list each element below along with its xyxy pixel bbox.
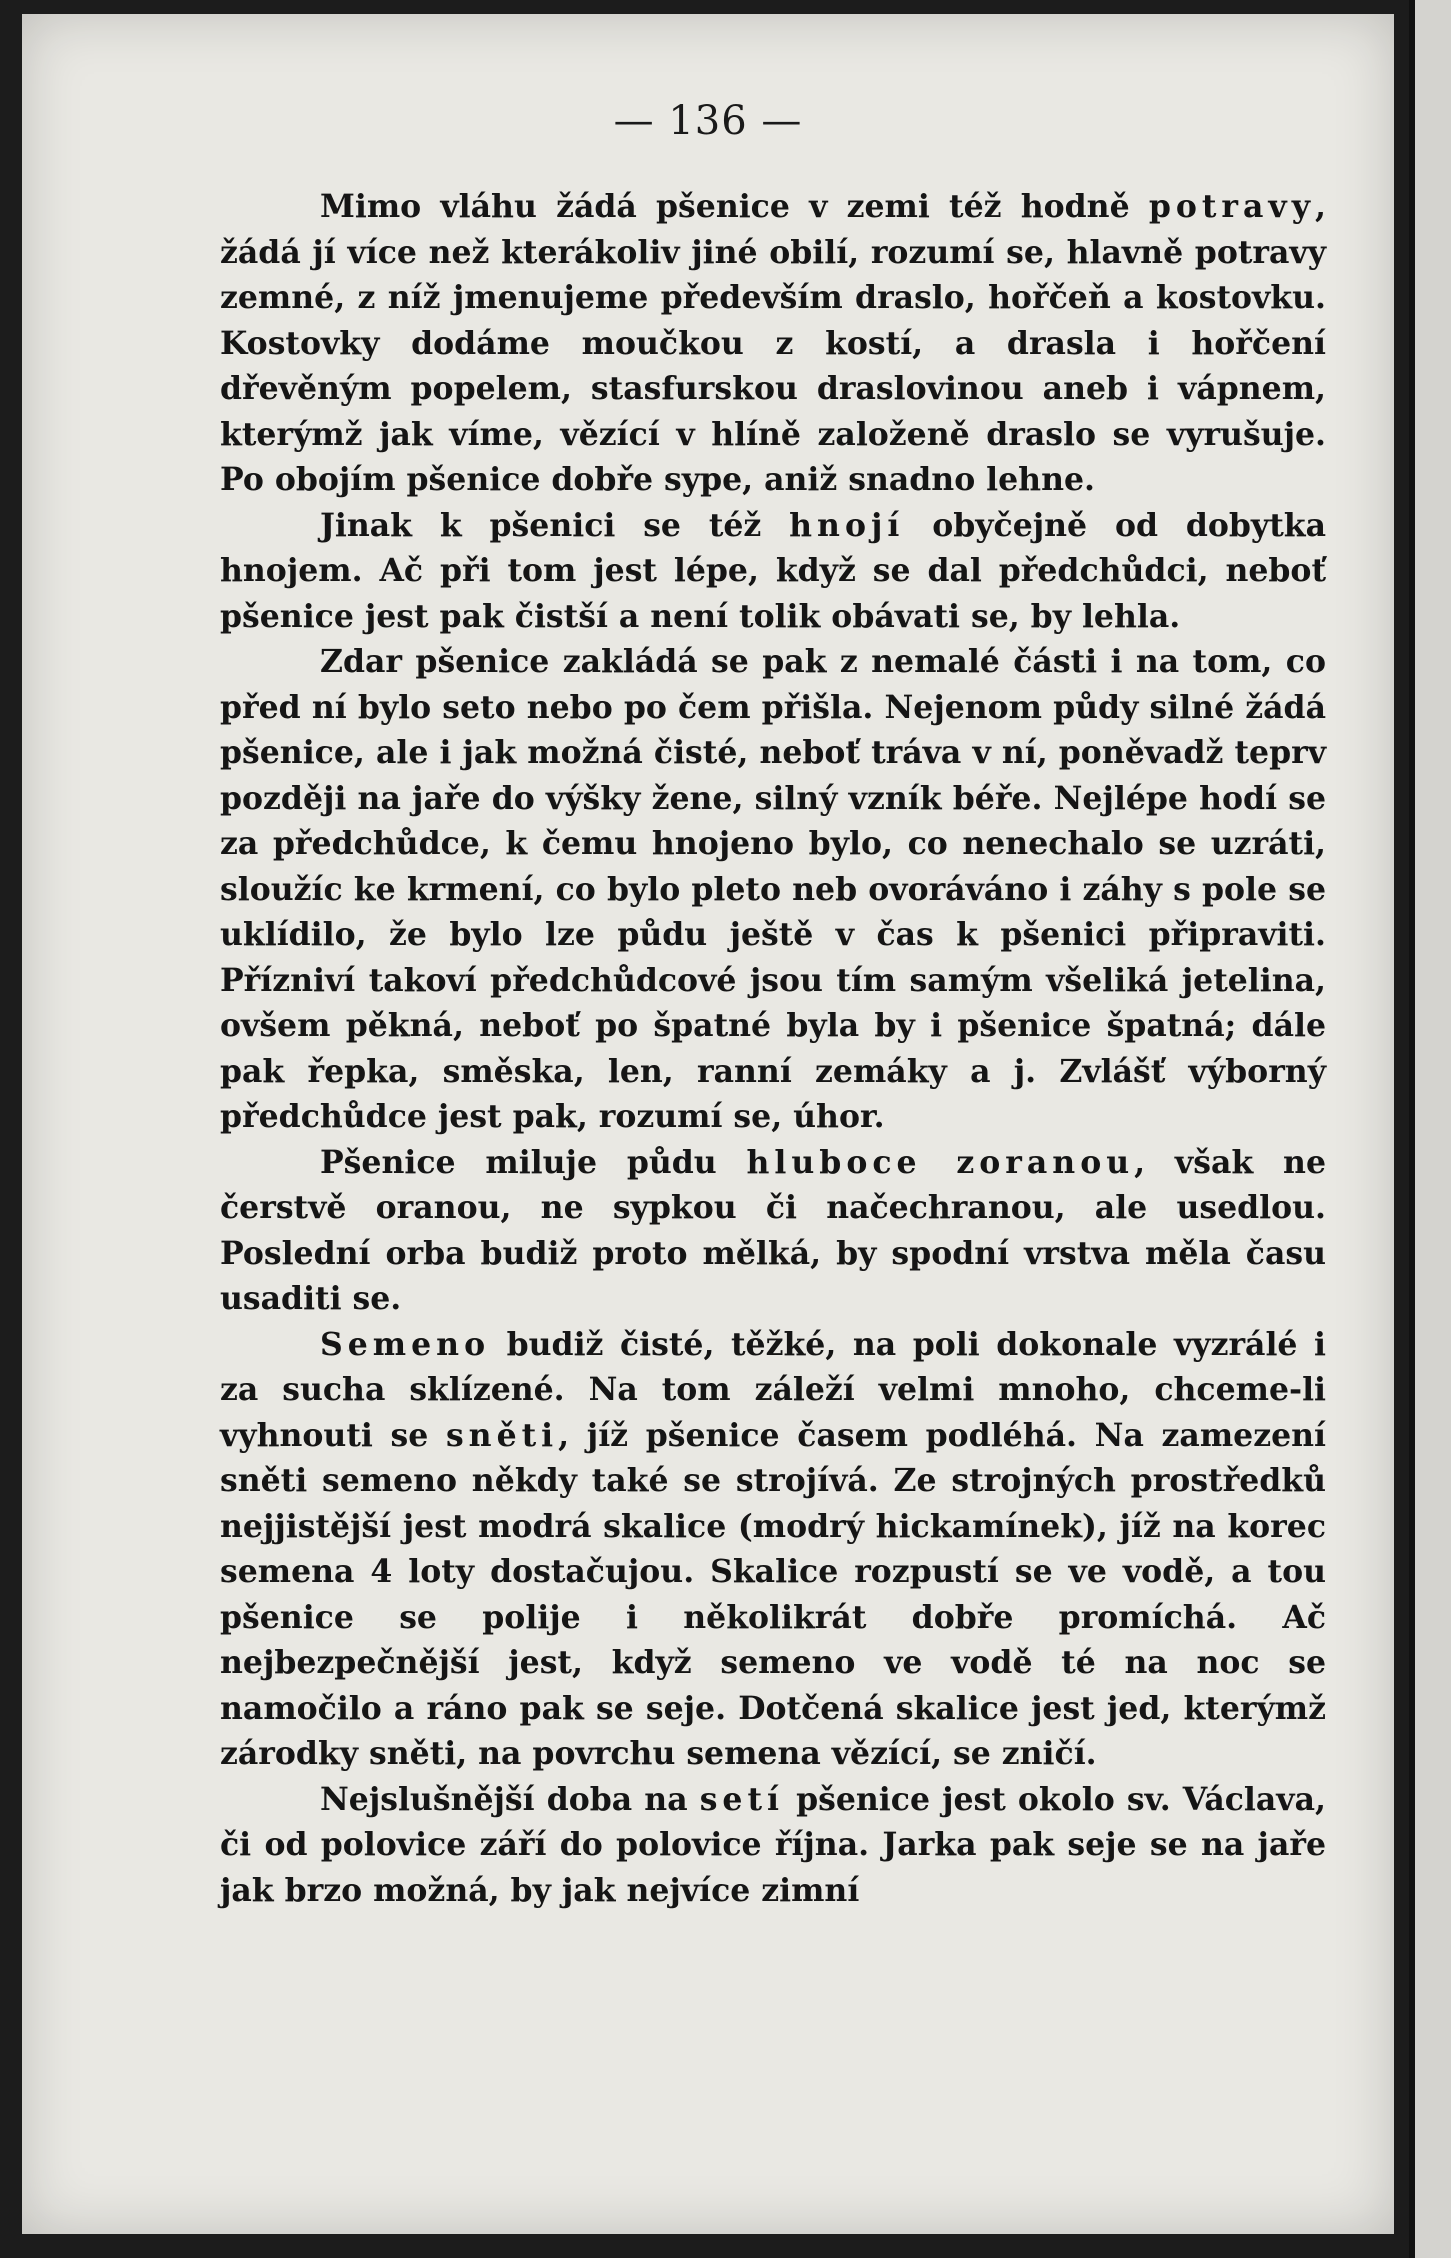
text-segment: , žádá jí více než kterákoliv jiné obilí, rozumí se, hlavně potravy zemné, z níž jmenujeme především draslo, hořčeň a kostovku. Kostovky dodáme moučkou z kostí, a drasla i hořčení dřevěným popelem, stasfurskou draslovinou aneb i vápnem, kterýmž jak víme, vězící v hlíně založeně draslo se vyrušuje. Po obojím pšenice dobře sype, aniž snadno lehne.	[220, 188, 1326, 498]
text-segment: Jinak k pšenici se též	[320, 506, 790, 544]
text-segment: pšenice jest okolo sv. Václava, či od polovice září do polovice října. Jarka pak seje se na jaře jak brzo možná, by jak nejvíce zimní	[220, 1780, 1326, 1909]
spaced-term: Semeno	[320, 1325, 491, 1363]
paragraph	[220, 1322, 1326, 1777]
text-segment: Mimo vláhu žádá pšenice v zemi též hodně	[320, 188, 1149, 225]
text-segment: Zdar pšenice zakládá se pak z nemalé části i na tom, co před ní bylo seto nebo po čem přišla. Nejenom půdy silné žádá pšenice, ale i jak možná čisté, neboť tráva v ní, poněvadž teprv později na jaře do výšky žene, silný vzník béře. Nejlépe hodí se za předchůdce, k čemu hnojeno bylo, co nenechalo se uzráti, sloužíc ke krmení, co bylo pleto neb ovoráváno i záhy s pole se uklídilo, že bylo lze půdu ještě v čas k pšenici připraviti. Přízniví takoví předchůdcové jsou tím samým všeliká jetelina, ovšem pěkná, neboť po špatné byla by i pšenice špatná; dále pak řepka, směska, len, ranní zemáky a j. Zvlášť výborný předchůdce jest pak, rozumí se, úhor.	[220, 643, 1326, 1135]
page-number: — 136 —	[613, 98, 803, 144]
body-text	[220, 184, 1326, 1913]
spaced-term: sněti	[445, 1416, 559, 1454]
paragraph	[220, 639, 1326, 1140]
scanned-page	[22, 14, 1394, 2234]
text-segment: Pšenice miluje půdu	[320, 1143, 747, 1181]
text-segment: , však ne čerstvě oranou, ne sypkou či načechranou, ale usedlou. Poslední orba budiž proto mělká, by spodní vrstva měla času usaditi se.	[220, 1143, 1326, 1317]
text-segment: , jíž pšenice časem podléhá. Na zamezení sněti semeno někdy také se strojívá. Ze strojných prostředků nejjistější jest modrá skalice (modrý hickamínek), jíž na korec semena 4 loty dostačujou. Skalice rozpustí se ve vodě, a tou pšenice se polije i několikrát dobře promíchá. Ač nejbezpečnější jest, když semeno ve vodě té na noc se namočilo a ráno pak se seje. Dotčená skalice jest jed, kterýmž zárodky sněti, na povrchu semena vězící, se zničí.	[220, 1416, 1326, 1772]
paragraph	[220, 1777, 1326, 1914]
text-segment: obyčejně od dobytka hnojem. Ač při tom jest lépe, když se dal předchůdci, neboť pšenice jest pak čistší a není tolik obávati se, by lehla.	[220, 506, 1326, 635]
paragraph	[220, 503, 1326, 640]
adjacent-page-edge	[1409, 0, 1451, 2258]
text-segment: Nejslušnější doba na	[320, 1780, 700, 1818]
spaced-term: setí	[699, 1780, 784, 1818]
paragraph	[220, 1140, 1326, 1322]
spaced-term: hnojí	[789, 506, 905, 544]
spaced-term: potravy	[1148, 188, 1316, 225]
spaced-term: hluboce zoranou	[746, 1143, 1135, 1181]
paragraph	[220, 184, 1326, 503]
text-segment: budiž čisté, těžké, na poli dokonale vyzrálé i za sucha sklízené. Na tom záleží velmi mnoho, chceme-li vyhnouti se	[220, 1325, 1326, 1454]
